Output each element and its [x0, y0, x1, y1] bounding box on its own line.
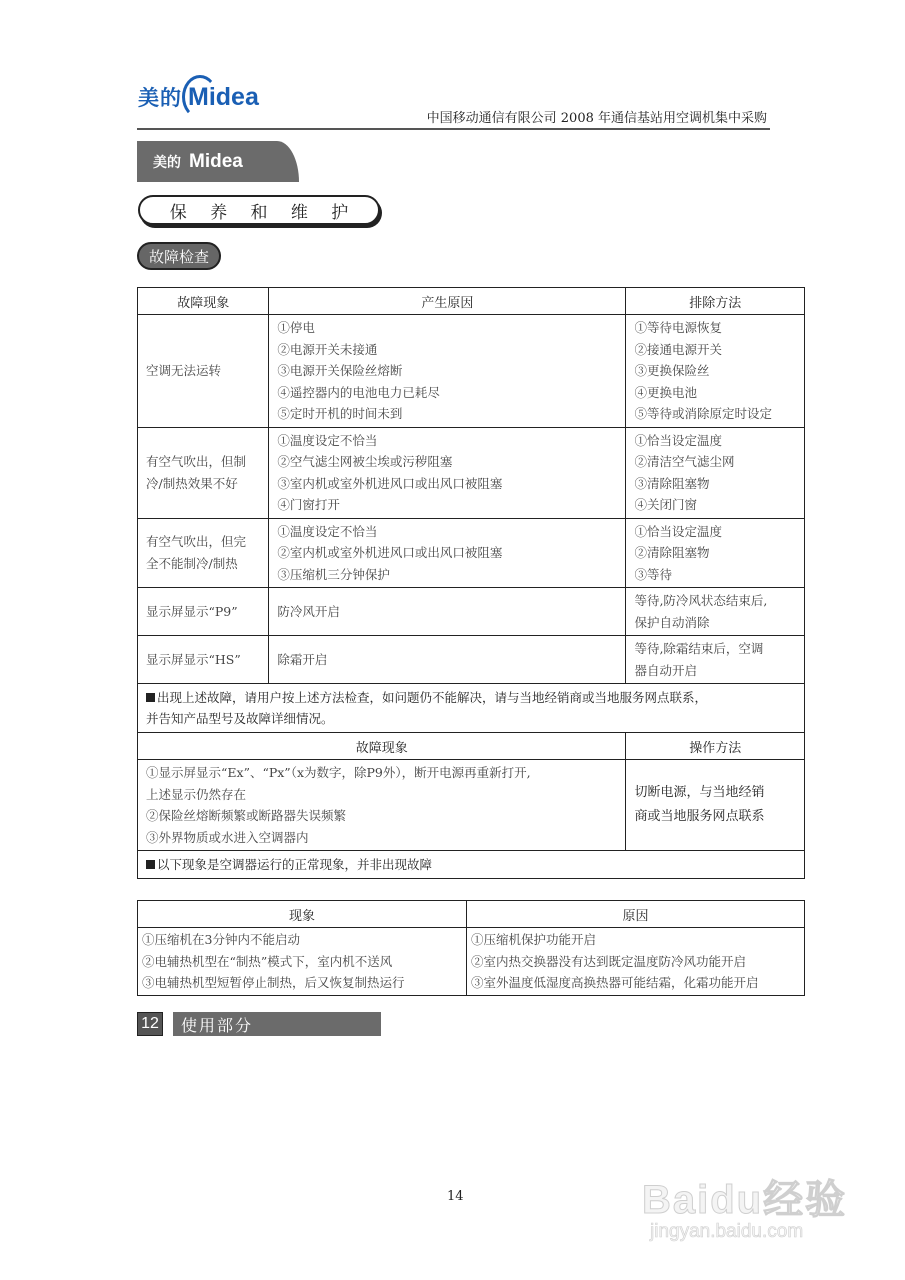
bullet-square-icon: [146, 693, 155, 702]
brand-band-chinese: 美的: [153, 154, 181, 171]
symptom-cell: 显示屏显示“HS”: [138, 636, 269, 684]
table-row: [138, 760, 805, 851]
brand-band-english: Midea: [189, 150, 243, 172]
baidu-watermark: [642, 1168, 847, 1243]
table-row: [138, 315, 805, 428]
cause-cell: ①温度设定不恰当 ②空气滤尘网被尘埃或污秽阻塞 ③室内机或室外机进风口或出风口被阻塞 ④门窗打开: [269, 427, 626, 518]
normal-table-header: [138, 901, 805, 928]
page-number: 14: [447, 1189, 464, 1204]
section-title-char: 保: [169, 202, 187, 223]
fault-table: [137, 287, 805, 879]
section-title-char: 养: [210, 202, 228, 223]
chapter-marker: [137, 1012, 381, 1036]
cause-cell: 除霜开启: [269, 636, 626, 684]
watermark-brand: Baidu经验: [642, 1178, 848, 1222]
symptom-cell: 有空气吹出，但完 全不能制冷/制热: [138, 518, 269, 588]
table-row: [138, 518, 805, 588]
cause-cell: 防冷风开启: [269, 588, 626, 636]
midea-logo: [138, 82, 259, 112]
table-row: [138, 636, 805, 684]
remedy-cell: 等待,除霜结束后，空调 器自动开启: [626, 636, 805, 684]
header-reason: 原因: [467, 901, 805, 928]
serious-symptom-cell: ①显示屏显示“Ex”、“Px”（x为数字，除P9外），断开电源再重新打开, 上述显示仍然存在 ②保险丝熔断频繁或断路器失误频繁 ③外界物质或水进入空调器内: [138, 760, 626, 851]
subsection-title: 故障检查: [137, 242, 221, 270]
logo-swoosh-icon: [182, 75, 218, 119]
document-header-title: 中国移动通信有限公司 2008 年通信基站用空调机集中采购: [426, 111, 767, 126]
section-title-char: 和: [250, 202, 268, 223]
chapter-number: 12: [137, 1012, 163, 1036]
normal-phenomena-table: [137, 900, 805, 996]
chapter-title: 使用部分: [173, 1012, 381, 1036]
cause-cell: ①停电 ②电源开关未接通 ③电源开关保险丝熔断 ④遥控器内的电池电力已耗尽 ⑤定时开机的时间未到: [269, 315, 626, 428]
table-row: [138, 928, 805, 996]
header-symptom: 故障现象: [138, 288, 269, 315]
symptom-cell: 显示屏显示“P9”: [138, 588, 269, 636]
section-title: [138, 195, 380, 225]
reason-cell: ①压缩机保护功能开启 ②室内热交换器没有达到既定温度防冷风功能开启 ③室外温度低湿度高换热器可能结霜，化霜功能开启: [467, 928, 805, 996]
table-row: [138, 588, 805, 636]
section-title-char: 维: [290, 202, 308, 223]
table-row: [138, 427, 805, 518]
contact-note-row: [138, 684, 805, 733]
header-operation: 操作方法: [626, 733, 805, 760]
operation-cell: 切断电源，与当地经销 商或当地服务网点联系: [626, 760, 805, 851]
normal-note-row: [138, 851, 805, 879]
header-serious-symptom: 故障现象: [138, 733, 626, 760]
symptom-cell: 有空气吹出，但制 冷/制热效果不好: [138, 427, 269, 518]
header-remedy: 排除方法: [626, 288, 805, 315]
header-phenomenon: 现象: [138, 901, 467, 928]
symptom-cell: 空调无法运转: [138, 315, 269, 428]
normal-note: 以下现象是空调器运行的正常现象，并非出现故障: [138, 851, 805, 879]
bullet-square-icon: [146, 860, 155, 869]
remedy-cell: ①等待电源恢复 ②接通电源开关 ③更换保险丝 ④更换电池 ⑤等待或消除原定时设定: [626, 315, 805, 428]
serious-table-header: [138, 733, 805, 760]
remedy-cell: ①恰当设定温度 ②清除阻塞物 ③等待: [626, 518, 805, 588]
remedy-cell: ①恰当设定温度 ②清洁空气滤尘网 ③清除阻塞物 ④关闭门窗: [626, 427, 805, 518]
contact-note: 出现上述故障，请用户按上述方法检查，如问题仍不能解决，请与当地经销商或当地服务网点联系， 并告知产品型号及故障详细情况。: [138, 684, 805, 733]
fault-table-header: [138, 288, 805, 315]
logo-chinese: 美的: [138, 86, 182, 110]
brand-band: [137, 141, 299, 182]
cause-cell: ①温度设定不恰当 ②室内机或室外机进风口或出风口被阻塞 ③压缩机三分钟保护: [269, 518, 626, 588]
watermark-url: jingyan.baidu.com: [650, 1221, 804, 1242]
phenomenon-cell: ①压缩机在3分钟内不能启动 ②电辅热机型在“制热”模式下，室内机不送风 ③电辅热机型短暂停止制热，后又恢复制热运行: [138, 928, 467, 996]
header-cause: 产生原因: [269, 288, 626, 315]
section-title-char: 护: [331, 202, 349, 223]
header-divider: [137, 128, 770, 130]
remedy-cell: 等待,防冷风状态结束后, 保护自动消除: [626, 588, 805, 636]
logo-english: Midea: [188, 83, 259, 112]
